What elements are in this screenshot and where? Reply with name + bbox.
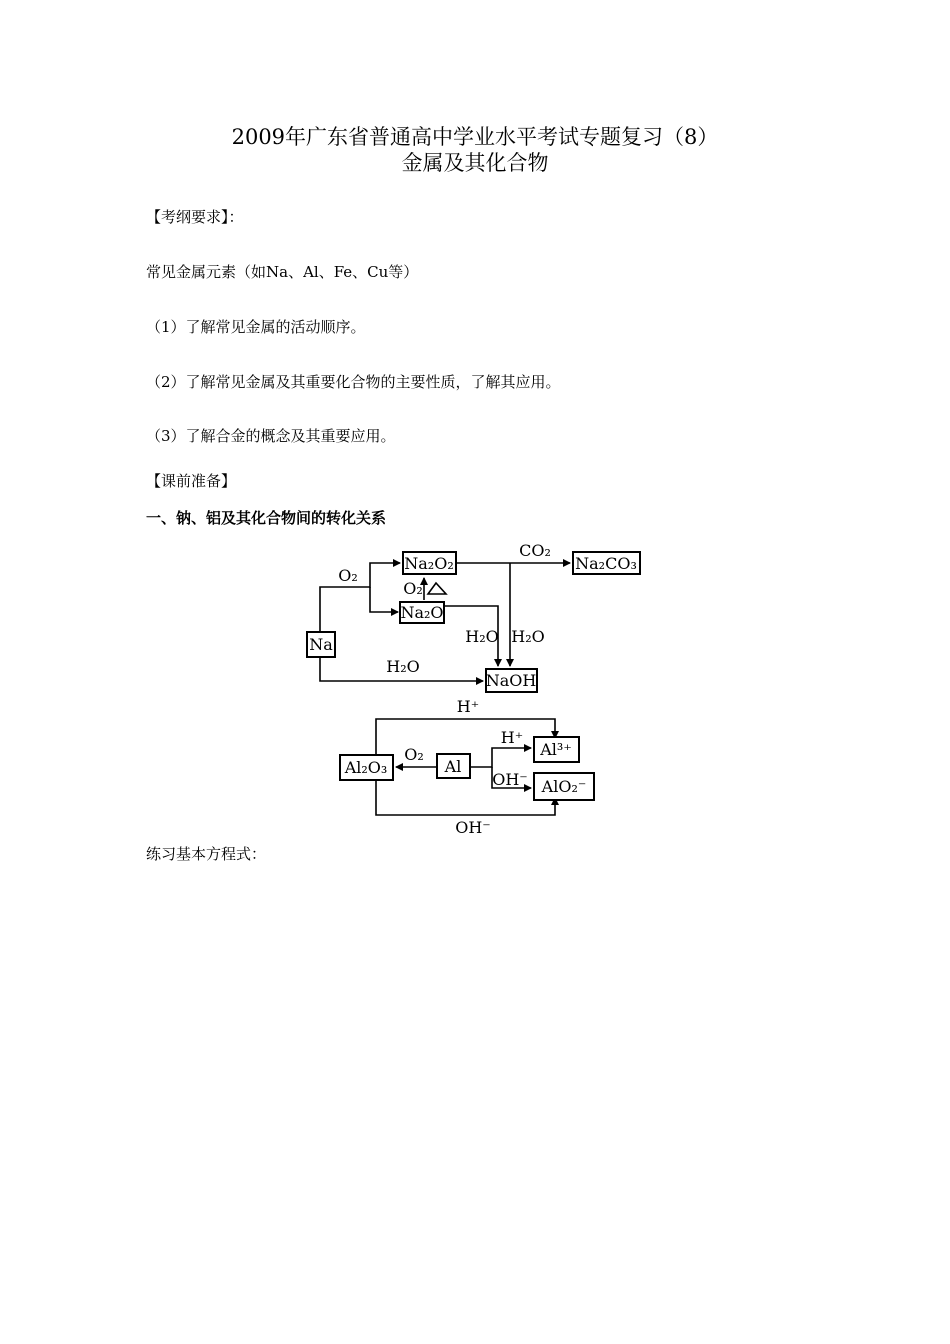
requirement-item-3: （3）了解合金的概念及其重要应用。 [146,427,396,445]
scope-text: 常见金属元素（如Na、Al、Fe、Cu等） [146,263,419,281]
na2o2-label: Na₂O₂ [404,554,454,573]
arrow-al2o3-to-al3plus [376,719,555,755]
na2o-label: Na₂O [400,603,444,622]
o2-heat-label: O₂ [403,579,423,598]
practice-label: 练习基本方程式： [146,845,267,863]
al2o3-label: Al₂O₃ [344,758,388,777]
h-plus-mid-label: H⁺ [500,728,524,747]
al3plus-label: Al³⁺ [540,740,572,759]
sodium-diagram [307,541,640,692]
alo2minus-label: AlO₂⁻ [541,777,587,796]
document-title: 2009年广东省普通高中学业水平考试专题复习（8） [231,125,719,149]
h2o-right-label: H₂O [511,627,545,646]
section-heading: 一、钠、铝及其化合物间的转化关系 [146,509,387,527]
arrow-na-to-na2o2 [320,563,400,632]
oh-bottom-label: OH⁻ [455,818,491,837]
o2-al-label: O₂ [404,745,424,764]
o2-upper-label: O₂ [338,566,358,585]
arrow-na-to-na2o [370,587,398,612]
na-label: Na [309,635,333,654]
al-label: Al [444,757,462,776]
prep-heading: 【课前准备】 [146,472,237,490]
requirement-item-1: （1）了解常见金属的活动顺序。 [146,318,366,336]
oh-mid-label: OH⁻ [492,770,528,789]
arrow-al2o3-to-alo2minus [376,780,555,815]
h-plus-top-label: H⁺ [456,697,480,716]
na2co3-label: Na₂CO₃ [575,554,637,573]
aluminium-diagram [340,697,594,837]
h2o-bottom-label: H₂O [386,657,420,676]
h2o-left-label: H₂O [465,627,499,646]
document-subtitle: 金属及其化合物 [401,151,549,175]
naoh-label: NaOH [485,671,537,690]
heat-triangle-icon [428,583,446,594]
co2-label: CO₂ [519,541,551,560]
arrow-al-to-al3plus [470,748,531,767]
requirements-heading: 【考纲要求】： [146,208,244,226]
requirement-item-2: （2）了解常见金属及其重要化合物的主要性质，了解其应用。 [146,373,561,391]
